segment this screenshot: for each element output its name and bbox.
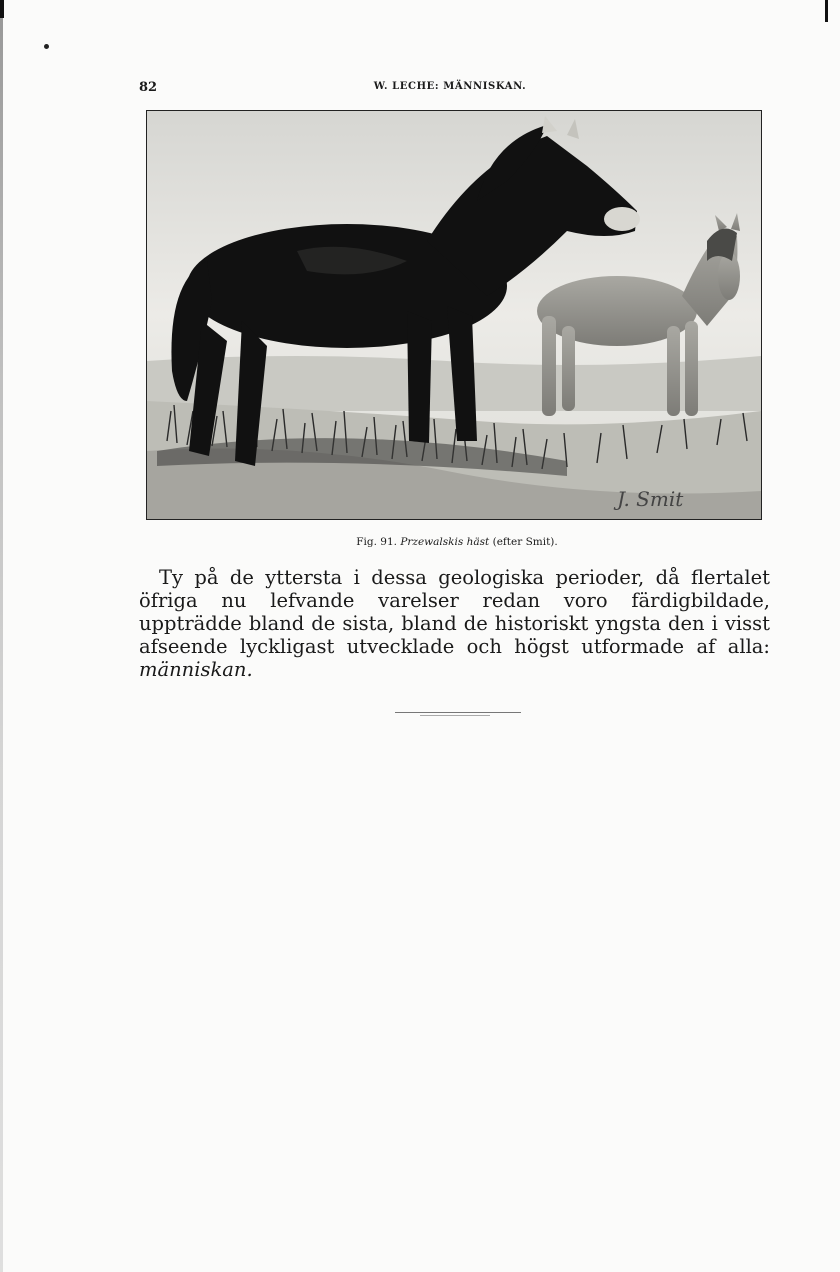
- paragraph-emphasis: människan.: [139, 658, 253, 681]
- scan-edge: [0, 0, 3, 1272]
- figure-caption: [0, 536, 840, 548]
- figure-title: Przewalskis häst: [400, 536, 490, 548]
- paragraph-text: Ty på de yttersta i dessa geologiska perioder, då flertalet öfriga nu lefvande varelser redan voro färdigbildade, uppträdde bland de sista, bland de historiskt yngsta den i visst afseende lyckligast utvecklade och högst utformade af alla:: [139, 566, 770, 658]
- page-number: 82: [139, 80, 158, 95]
- horse-illustration: [146, 110, 762, 520]
- signature: J. Smit: [617, 487, 684, 511]
- running-head: W. LECHE: MÄNNISKAN.: [373, 81, 527, 92]
- section-divider: [395, 712, 521, 713]
- body-paragraph: [139, 566, 770, 681]
- figure-label: Fig. 91.: [356, 536, 397, 548]
- figure-credit: (efter Smit).: [492, 536, 558, 548]
- scan-dot: [44, 44, 49, 49]
- scan-mark: [825, 0, 828, 22]
- scan-mark: [0, 0, 4, 18]
- section-divider-secondary: [420, 715, 490, 716]
